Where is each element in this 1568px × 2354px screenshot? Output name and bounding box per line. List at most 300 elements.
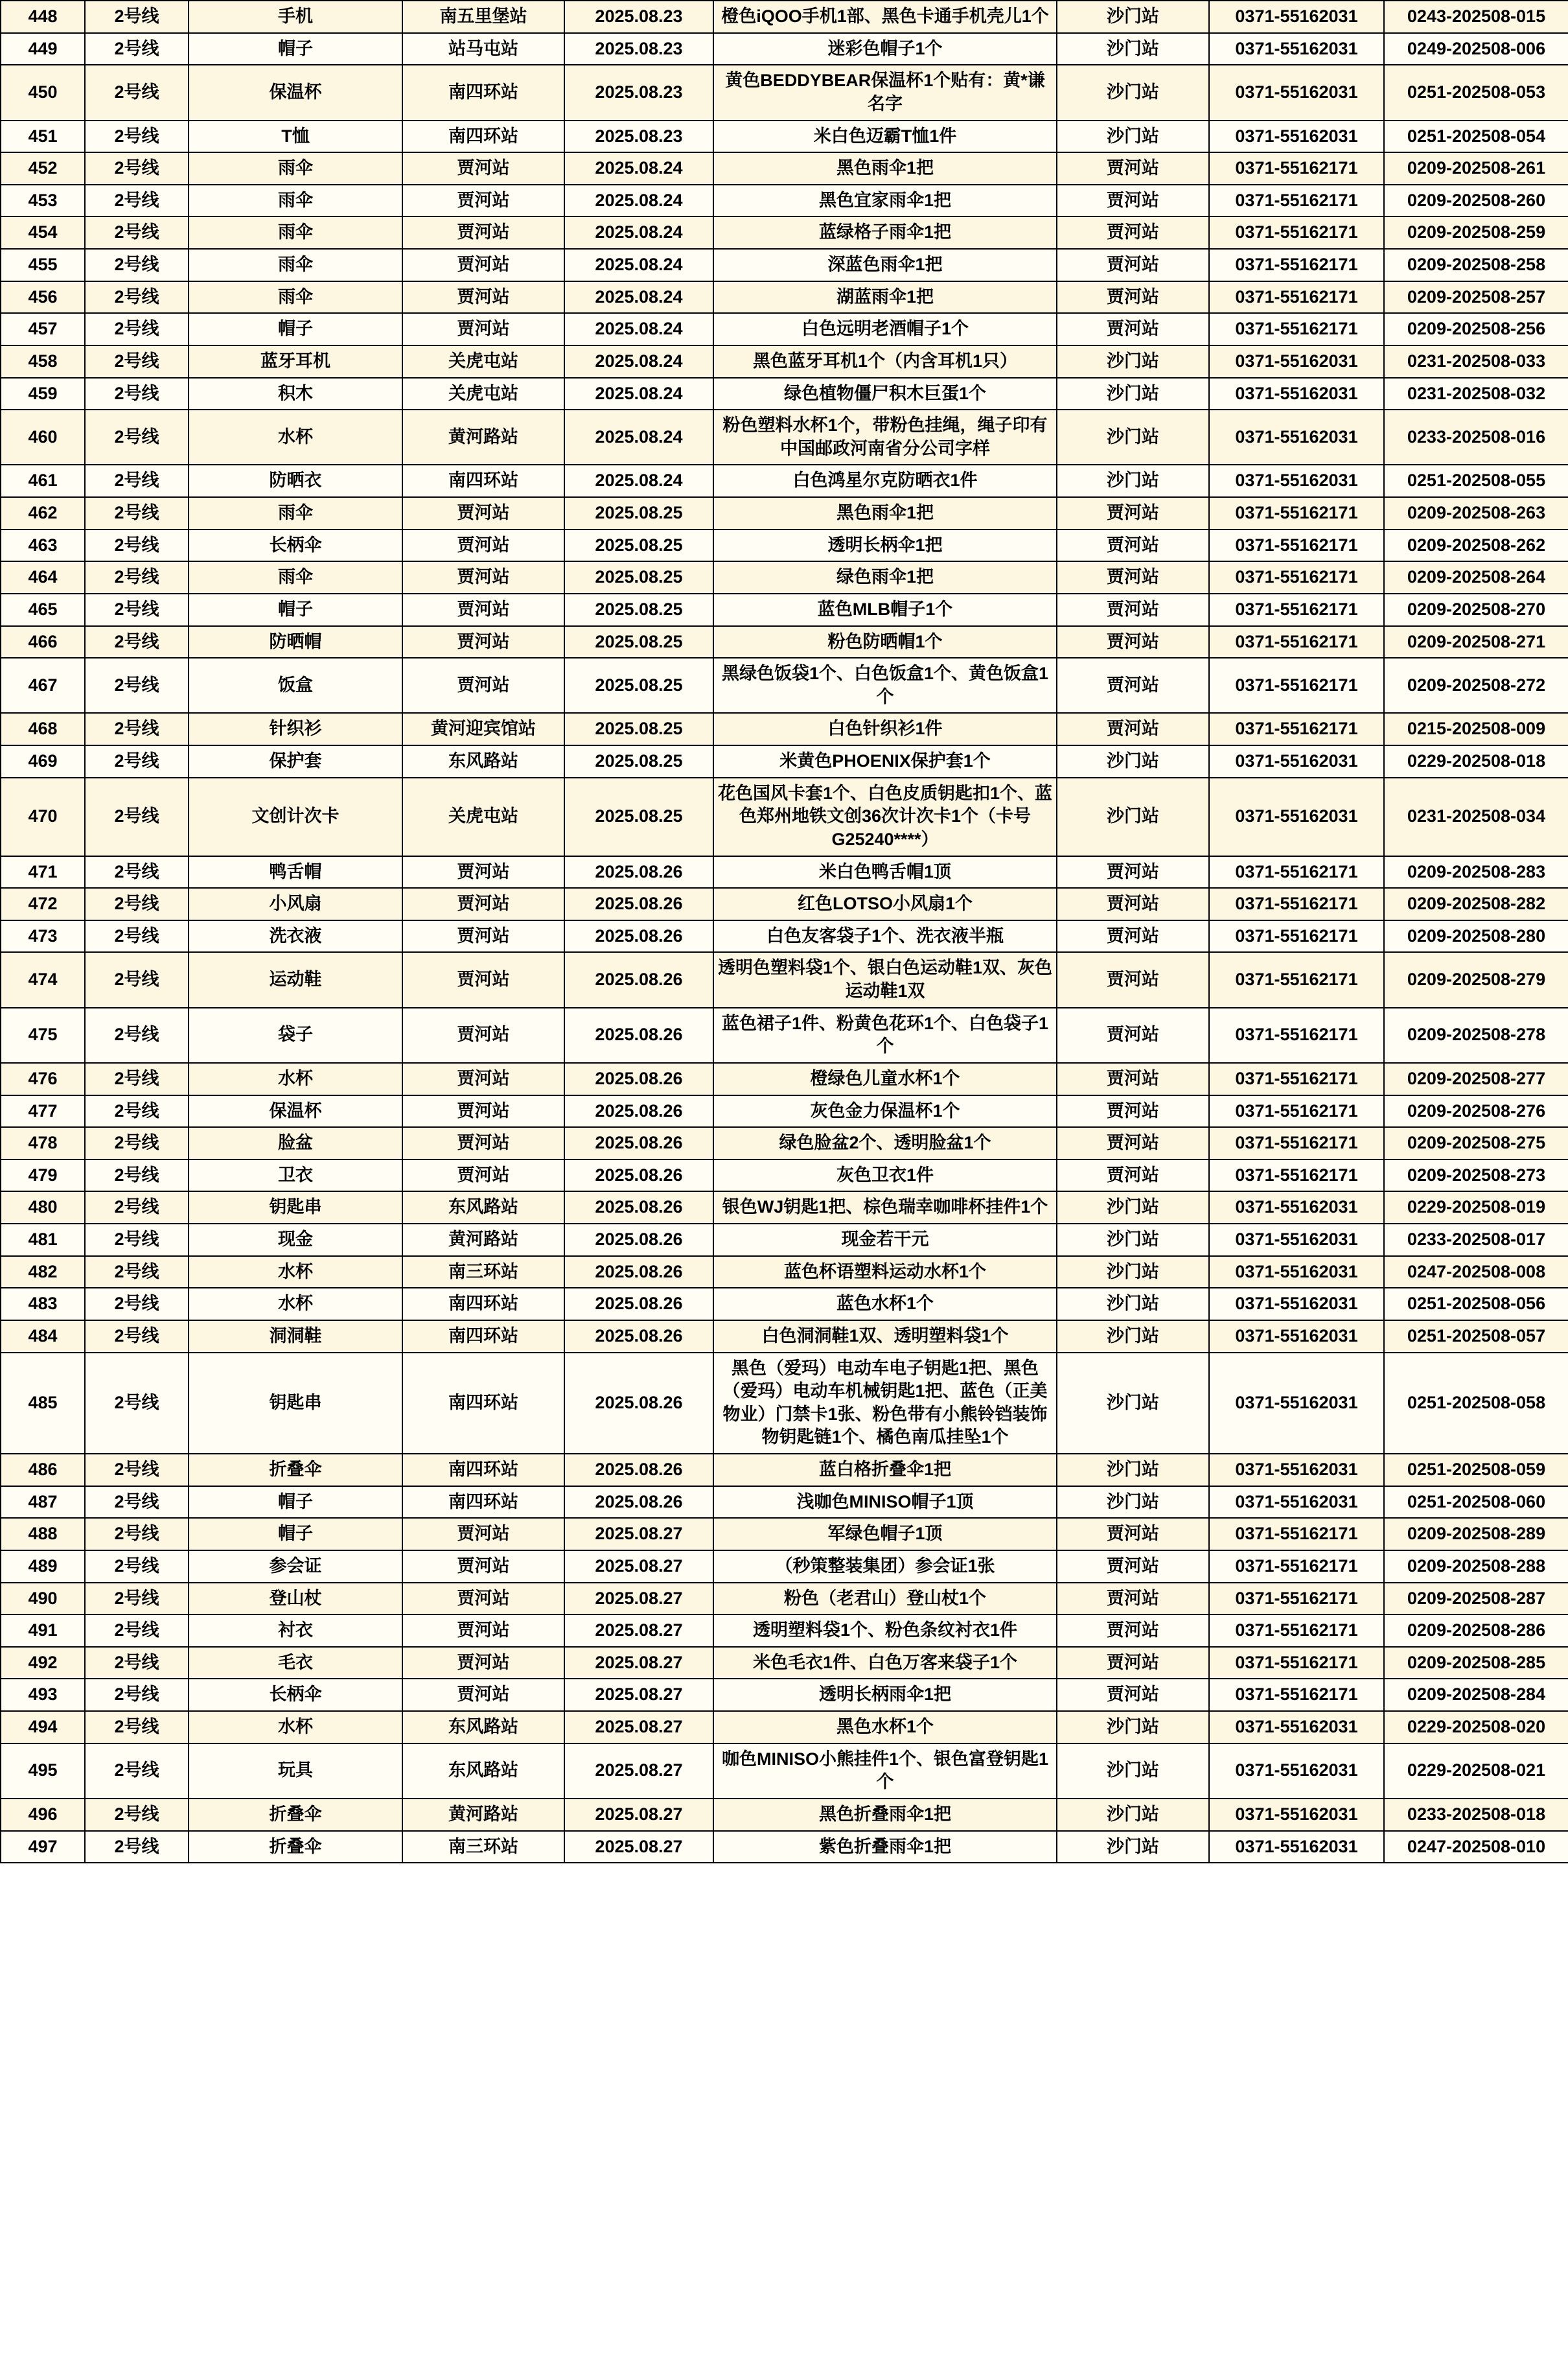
cell-line: 2号线 (85, 1550, 189, 1583)
cell-code: 0209-202508-286 (1384, 1614, 1568, 1647)
cell-keeper: 沙门站 (1057, 345, 1209, 378)
cell-code: 0209-202508-258 (1384, 249, 1568, 281)
cell-description: 白色远明老酒帽子1个 (713, 313, 1057, 345)
cell-line: 2号线 (85, 1095, 189, 1128)
table-row (1, 1, 1568, 33)
table-row (1, 1191, 1568, 1224)
table-row (1, 216, 1568, 249)
cell-item: 雨伞 (189, 152, 402, 185)
cell-date: 2025.08.25 (564, 713, 713, 745)
cell-description: 蓝色杯语塑料运动水杯1个 (713, 1256, 1057, 1288)
cell-station: 黄河路站 (402, 1224, 564, 1256)
table-row (1, 952, 1568, 1007)
cell-code: 0251-202508-054 (1384, 121, 1568, 153)
cell-station: 东风路站 (402, 745, 564, 778)
cell-keeper: 沙门站 (1057, 1288, 1209, 1320)
cell-keeper: 沙门站 (1057, 1799, 1209, 1831)
cell-phone: 0371-55162031 (1209, 1256, 1384, 1288)
cell-date: 2025.08.27 (564, 1743, 713, 1799)
cell-keeper: 沙门站 (1057, 1353, 1209, 1454)
cell-item: 防晒衣 (189, 465, 402, 497)
cell-description: 红色LOTSO小风扇1个 (713, 888, 1057, 920)
cell-code: 0209-202508-276 (1384, 1095, 1568, 1128)
cell-phone: 0371-55162171 (1209, 185, 1384, 217)
table-row (1, 185, 1568, 217)
table-row (1, 1454, 1568, 1486)
cell-station: 贾河站 (402, 1160, 564, 1192)
cell-line: 2号线 (85, 1008, 189, 1063)
cell-date: 2025.08.24 (564, 313, 713, 345)
cell-phone: 0371-55162031 (1209, 1191, 1384, 1224)
cell-date: 2025.08.24 (564, 465, 713, 497)
cell-phone: 0371-55162031 (1209, 1353, 1384, 1454)
cell-no: 496 (1, 1799, 85, 1831)
cell-line: 2号线 (85, 65, 189, 120)
cell-keeper: 贾河站 (1057, 1679, 1209, 1711)
cell-phone: 0371-55162171 (1209, 952, 1384, 1007)
cell-keeper: 沙门站 (1057, 1831, 1209, 1863)
cell-line: 2号线 (85, 1063, 189, 1095)
cell-no: 482 (1, 1256, 85, 1288)
cell-no: 480 (1, 1191, 85, 1224)
cell-keeper: 贾河站 (1057, 658, 1209, 713)
table-row (1, 1288, 1568, 1320)
cell-phone: 0371-55162031 (1209, 1486, 1384, 1519)
cell-code: 0209-202508-256 (1384, 313, 1568, 345)
cell-station: 南四环站 (402, 1454, 564, 1486)
table-row (1, 1127, 1568, 1160)
cell-station: 站马屯站 (402, 33, 564, 65)
cell-date: 2025.08.26 (564, 1160, 713, 1192)
cell-no: 481 (1, 1224, 85, 1256)
cell-phone: 0371-55162031 (1209, 1454, 1384, 1486)
cell-keeper: 沙门站 (1057, 378, 1209, 410)
cell-line: 2号线 (85, 594, 189, 626)
cell-code: 0209-202508-282 (1384, 888, 1568, 920)
cell-code: 0215-202508-009 (1384, 713, 1568, 745)
cell-code: 0251-202508-053 (1384, 65, 1568, 120)
cell-no: 455 (1, 249, 85, 281)
cell-keeper: 贾河站 (1057, 1550, 1209, 1583)
cell-no: 483 (1, 1288, 85, 1320)
cell-no: 491 (1, 1614, 85, 1647)
cell-description: 绿色雨伞1把 (713, 561, 1057, 594)
cell-description: 军绿色帽子1顶 (713, 1518, 1057, 1550)
cell-item: 帽子 (189, 33, 402, 65)
cell-line: 2号线 (85, 1, 189, 33)
cell-date: 2025.08.27 (564, 1799, 713, 1831)
cell-code: 0247-202508-010 (1384, 1831, 1568, 1863)
cell-station: 贾河站 (402, 658, 564, 713)
cell-line: 2号线 (85, 465, 189, 497)
cell-item: 雨伞 (189, 185, 402, 217)
cell-phone: 0371-55162171 (1209, 1679, 1384, 1711)
cell-phone: 0371-55162031 (1209, 1224, 1384, 1256)
cell-description: 蓝色水杯1个 (713, 1288, 1057, 1320)
cell-code: 0251-202508-056 (1384, 1288, 1568, 1320)
table-row (1, 1583, 1568, 1615)
cell-line: 2号线 (85, 410, 189, 465)
cell-no: 490 (1, 1583, 85, 1615)
table-row (1, 1095, 1568, 1128)
cell-code: 0209-202508-283 (1384, 856, 1568, 889)
cell-keeper: 贾河站 (1057, 1160, 1209, 1192)
cell-keeper: 贾河站 (1057, 185, 1209, 217)
cell-code: 0209-202508-271 (1384, 626, 1568, 658)
cell-no: 461 (1, 465, 85, 497)
cell-code: 0209-202508-279 (1384, 952, 1568, 1007)
cell-no: 476 (1, 1063, 85, 1095)
cell-date: 2025.08.25 (564, 778, 713, 856)
cell-line: 2号线 (85, 1647, 189, 1679)
cell-line: 2号线 (85, 1320, 189, 1353)
cell-code: 0231-202508-032 (1384, 378, 1568, 410)
table-row (1, 1008, 1568, 1063)
cell-description: 黑绿色饭袋1个、白色饭盒1个、黄色饭盒1个 (713, 658, 1057, 713)
cell-no: 459 (1, 378, 85, 410)
cell-code: 0209-202508-262 (1384, 530, 1568, 562)
cell-code: 0209-202508-261 (1384, 152, 1568, 185)
cell-no: 489 (1, 1550, 85, 1583)
table-row (1, 345, 1568, 378)
cell-line: 2号线 (85, 497, 189, 530)
cell-date: 2025.08.26 (564, 1353, 713, 1454)
table-row (1, 1711, 1568, 1743)
cell-item: 钥匙串 (189, 1353, 402, 1454)
table-row (1, 1160, 1568, 1192)
cell-phone: 0371-55162171 (1209, 1614, 1384, 1647)
cell-keeper: 沙门站 (1057, 778, 1209, 856)
cell-phone: 0371-55162171 (1209, 216, 1384, 249)
table-row (1, 378, 1568, 410)
cell-description: 橙色iQOO手机1部、黑色卡通手机壳儿1个 (713, 1, 1057, 33)
cell-line: 2号线 (85, 249, 189, 281)
cell-phone: 0371-55162031 (1209, 1831, 1384, 1863)
cell-description: 透明色塑料袋1个、银白色运动鞋1双、灰色运动鞋1双 (713, 952, 1057, 1007)
cell-keeper: 沙门站 (1057, 1224, 1209, 1256)
cell-keeper: 沙门站 (1057, 1, 1209, 33)
table-row (1, 33, 1568, 65)
cell-keeper: 沙门站 (1057, 33, 1209, 65)
cell-keeper: 沙门站 (1057, 1256, 1209, 1288)
cell-date: 2025.08.27 (564, 1583, 713, 1615)
cell-station: 贾河站 (402, 1063, 564, 1095)
cell-item: 积木 (189, 378, 402, 410)
cell-line: 2号线 (85, 152, 189, 185)
cell-station: 贾河站 (402, 152, 564, 185)
cell-phone: 0371-55162031 (1209, 745, 1384, 778)
table-row (1, 888, 1568, 920)
cell-no: 488 (1, 1518, 85, 1550)
cell-description: 米色毛衣1件、白色万客来袋子1个 (713, 1647, 1057, 1679)
cell-line: 2号线 (85, 713, 189, 745)
cell-keeper: 贾河站 (1057, 626, 1209, 658)
cell-code: 0251-202508-058 (1384, 1353, 1568, 1454)
cell-code: 0251-202508-059 (1384, 1454, 1568, 1486)
cell-item: 雨伞 (189, 281, 402, 314)
cell-station: 东风路站 (402, 1711, 564, 1743)
cell-line: 2号线 (85, 888, 189, 920)
table-row (1, 658, 1568, 713)
cell-phone: 0371-55162031 (1209, 65, 1384, 120)
cell-description: 黑色雨伞1把 (713, 152, 1057, 185)
cell-item: 钥匙串 (189, 1191, 402, 1224)
cell-no: 493 (1, 1679, 85, 1711)
cell-date: 2025.08.27 (564, 1711, 713, 1743)
cell-phone: 0371-55162171 (1209, 1647, 1384, 1679)
cell-keeper: 贾河站 (1057, 249, 1209, 281)
cell-date: 2025.08.27 (564, 1550, 713, 1583)
cell-station: 南四环站 (402, 1353, 564, 1454)
cell-description: 橙绿色儿童水杯1个 (713, 1063, 1057, 1095)
cell-code: 0209-202508-285 (1384, 1647, 1568, 1679)
cell-station: 贾河站 (402, 1679, 564, 1711)
cell-station: 贾河站 (402, 856, 564, 889)
table-row (1, 626, 1568, 658)
cell-phone: 0371-55162171 (1209, 888, 1384, 920)
cell-description: 米黄色PHOENIX保护套1个 (713, 745, 1057, 778)
cell-line: 2号线 (85, 1583, 189, 1615)
cell-line: 2号线 (85, 281, 189, 314)
cell-station: 贾河站 (402, 1127, 564, 1160)
cell-station: 贾河站 (402, 1550, 564, 1583)
cell-description: 湖蓝雨伞1把 (713, 281, 1057, 314)
cell-line: 2号线 (85, 530, 189, 562)
cell-no: 450 (1, 65, 85, 120)
cell-description: 米白色迈霸T恤1件 (713, 121, 1057, 153)
cell-code: 0209-202508-277 (1384, 1063, 1568, 1095)
cell-keeper: 贾河站 (1057, 952, 1209, 1007)
cell-phone: 0371-55162171 (1209, 1127, 1384, 1160)
cell-no: 464 (1, 561, 85, 594)
cell-description: 米白色鸭舌帽1顶 (713, 856, 1057, 889)
table-row (1, 561, 1568, 594)
cell-station: 贾河站 (402, 626, 564, 658)
cell-item: 雨伞 (189, 561, 402, 594)
cell-station: 贾河站 (402, 1008, 564, 1063)
cell-item: 运动鞋 (189, 952, 402, 1007)
cell-item: 水杯 (189, 1256, 402, 1288)
cell-no: 478 (1, 1127, 85, 1160)
cell-phone: 0371-55162171 (1209, 1518, 1384, 1550)
cell-date: 2025.08.24 (564, 281, 713, 314)
cell-date: 2025.08.26 (564, 1288, 713, 1320)
cell-no: 474 (1, 952, 85, 1007)
cell-phone: 0371-55162171 (1209, 920, 1384, 953)
cell-station: 黄河迎宾馆站 (402, 713, 564, 745)
cell-code: 0209-202508-287 (1384, 1583, 1568, 1615)
table-row (1, 1353, 1568, 1454)
table-row (1, 713, 1568, 745)
cell-item: 文创计次卡 (189, 778, 402, 856)
cell-station: 贾河站 (402, 1583, 564, 1615)
cell-date: 2025.08.23 (564, 121, 713, 153)
table-row (1, 1486, 1568, 1519)
cell-line: 2号线 (85, 1679, 189, 1711)
cell-phone: 0371-55162171 (1209, 281, 1384, 314)
cell-code: 0209-202508-288 (1384, 1550, 1568, 1583)
cell-no: 471 (1, 856, 85, 889)
cell-code: 0209-202508-273 (1384, 1160, 1568, 1192)
cell-phone: 0371-55162031 (1209, 33, 1384, 65)
table-row (1, 1320, 1568, 1353)
table-row (1, 465, 1568, 497)
cell-date: 2025.08.24 (564, 345, 713, 378)
cell-phone: 0371-55162171 (1209, 1008, 1384, 1063)
cell-item: 折叠伞 (189, 1799, 402, 1831)
cell-code: 0209-202508-272 (1384, 658, 1568, 713)
cell-keeper: 贾河站 (1057, 313, 1209, 345)
cell-item: 卫衣 (189, 1160, 402, 1192)
table-row (1, 745, 1568, 778)
cell-keeper: 沙门站 (1057, 1320, 1209, 1353)
cell-description: 蓝色裙子1件、粉黄色花环1个、白色袋子1个 (713, 1008, 1057, 1063)
cell-keeper: 贾河站 (1057, 856, 1209, 889)
cell-item: 水杯 (189, 1063, 402, 1095)
cell-no: 473 (1, 920, 85, 953)
cell-code: 0251-202508-057 (1384, 1320, 1568, 1353)
cell-no: 466 (1, 626, 85, 658)
cell-description: 蓝色MLB帽子1个 (713, 594, 1057, 626)
cell-line: 2号线 (85, 121, 189, 153)
cell-line: 2号线 (85, 745, 189, 778)
cell-description: 黑色宜家雨伞1把 (713, 185, 1057, 217)
cell-line: 2号线 (85, 626, 189, 658)
cell-no: 462 (1, 497, 85, 530)
cell-station: 贾河站 (402, 1614, 564, 1647)
cell-station: 南四环站 (402, 1288, 564, 1320)
cell-date: 2025.08.27 (564, 1614, 713, 1647)
table-row (1, 856, 1568, 889)
cell-keeper: 贾河站 (1057, 1063, 1209, 1095)
table-row (1, 1063, 1568, 1095)
cell-date: 2025.08.24 (564, 249, 713, 281)
cell-code: 0209-202508-264 (1384, 561, 1568, 594)
cell-item: 水杯 (189, 1288, 402, 1320)
cell-item: 手机 (189, 1, 402, 33)
cell-station: 南四环站 (402, 121, 564, 153)
cell-station: 贾河站 (402, 530, 564, 562)
cell-no: 494 (1, 1711, 85, 1743)
cell-description: 黑色折叠雨伞1把 (713, 1799, 1057, 1831)
cell-code: 0229-202508-018 (1384, 745, 1568, 778)
cell-keeper: 贾河站 (1057, 594, 1209, 626)
cell-code: 0209-202508-280 (1384, 920, 1568, 953)
cell-code: 0243-202508-015 (1384, 1, 1568, 33)
cell-station: 南四环站 (402, 465, 564, 497)
table-row (1, 1518, 1568, 1550)
cell-keeper: 贾河站 (1057, 152, 1209, 185)
cell-station: 南五里堡站 (402, 1, 564, 33)
cell-station: 贾河站 (402, 281, 564, 314)
cell-item: 毛衣 (189, 1647, 402, 1679)
cell-station: 南三环站 (402, 1256, 564, 1288)
cell-item: 针织衫 (189, 713, 402, 745)
cell-no: 458 (1, 345, 85, 378)
cell-item: 洞洞鞋 (189, 1320, 402, 1353)
cell-no: 452 (1, 152, 85, 185)
cell-keeper: 贾河站 (1057, 1647, 1209, 1679)
cell-station: 南四环站 (402, 1320, 564, 1353)
cell-code: 0209-202508-260 (1384, 185, 1568, 217)
cell-keeper: 贾河站 (1057, 1614, 1209, 1647)
cell-line: 2号线 (85, 1518, 189, 1550)
cell-keeper: 贾河站 (1057, 497, 1209, 530)
cell-code: 0231-202508-033 (1384, 345, 1568, 378)
cell-date: 2025.08.24 (564, 185, 713, 217)
cell-code: 0209-202508-270 (1384, 594, 1568, 626)
cell-date: 2025.08.25 (564, 561, 713, 594)
cell-station: 贾河站 (402, 888, 564, 920)
cell-station: 贾河站 (402, 1518, 564, 1550)
cell-code: 0247-202508-008 (1384, 1256, 1568, 1288)
cell-date: 2025.08.27 (564, 1831, 713, 1863)
cell-phone: 0371-55162031 (1209, 345, 1384, 378)
cell-no: 484 (1, 1320, 85, 1353)
cell-line: 2号线 (85, 1256, 189, 1288)
cell-station: 贾河站 (402, 594, 564, 626)
cell-item: 保温杯 (189, 65, 402, 120)
cell-date: 2025.08.25 (564, 594, 713, 626)
cell-description: 白色针织衫1件 (713, 713, 1057, 745)
cell-no: 457 (1, 313, 85, 345)
cell-code: 0209-202508-275 (1384, 1127, 1568, 1160)
cell-station: 贾河站 (402, 313, 564, 345)
cell-no: 454 (1, 216, 85, 249)
cell-description: 黑色雨伞1把 (713, 497, 1057, 530)
cell-phone: 0371-55162031 (1209, 378, 1384, 410)
cell-phone: 0371-55162031 (1209, 410, 1384, 465)
cell-description: 透明长柄雨伞1把 (713, 1679, 1057, 1711)
cell-line: 2号线 (85, 216, 189, 249)
cell-description: 黑色（爱玛）电动车电子钥匙1把、黑色（爱玛）电动车机械钥匙1把、蓝色（正美物业）门禁卡1张、粉色带有小熊铃铛装饰物钥匙链1个、橘色南瓜挂坠1个 (713, 1353, 1057, 1454)
cell-item: 保温杯 (189, 1095, 402, 1128)
cell-item: 折叠伞 (189, 1454, 402, 1486)
cell-station: 贾河站 (402, 561, 564, 594)
cell-description: 透明长柄伞1把 (713, 530, 1057, 562)
cell-no: 486 (1, 1454, 85, 1486)
cell-date: 2025.08.24 (564, 216, 713, 249)
cell-description: 蓝绿格子雨伞1把 (713, 216, 1057, 249)
cell-date: 2025.08.26 (564, 920, 713, 953)
cell-date: 2025.08.26 (564, 1486, 713, 1519)
cell-item: 帽子 (189, 313, 402, 345)
cell-phone: 0371-55162031 (1209, 465, 1384, 497)
cell-date: 2025.08.26 (564, 856, 713, 889)
cell-date: 2025.08.27 (564, 1647, 713, 1679)
cell-line: 2号线 (85, 1127, 189, 1160)
cell-date: 2025.08.25 (564, 626, 713, 658)
cell-line: 2号线 (85, 561, 189, 594)
cell-item: 蓝牙耳机 (189, 345, 402, 378)
cell-item: 小风扇 (189, 888, 402, 920)
cell-item: 帽子 (189, 1486, 402, 1519)
cell-station: 贾河站 (402, 920, 564, 953)
table-row (1, 121, 1568, 153)
cell-description: 粉色（老君山）登山杖1个 (713, 1583, 1057, 1615)
cell-date: 2025.08.25 (564, 658, 713, 713)
table-row (1, 1831, 1568, 1863)
cell-description: 粉色防晒帽1个 (713, 626, 1057, 658)
cell-date: 2025.08.26 (564, 1127, 713, 1160)
cell-no: 460 (1, 410, 85, 465)
cell-date: 2025.08.25 (564, 497, 713, 530)
cell-line: 2号线 (85, 1831, 189, 1863)
cell-no: 497 (1, 1831, 85, 1863)
cell-phone: 0371-55162171 (1209, 1063, 1384, 1095)
cell-phone: 0371-55162171 (1209, 249, 1384, 281)
cell-station: 贾河站 (402, 497, 564, 530)
